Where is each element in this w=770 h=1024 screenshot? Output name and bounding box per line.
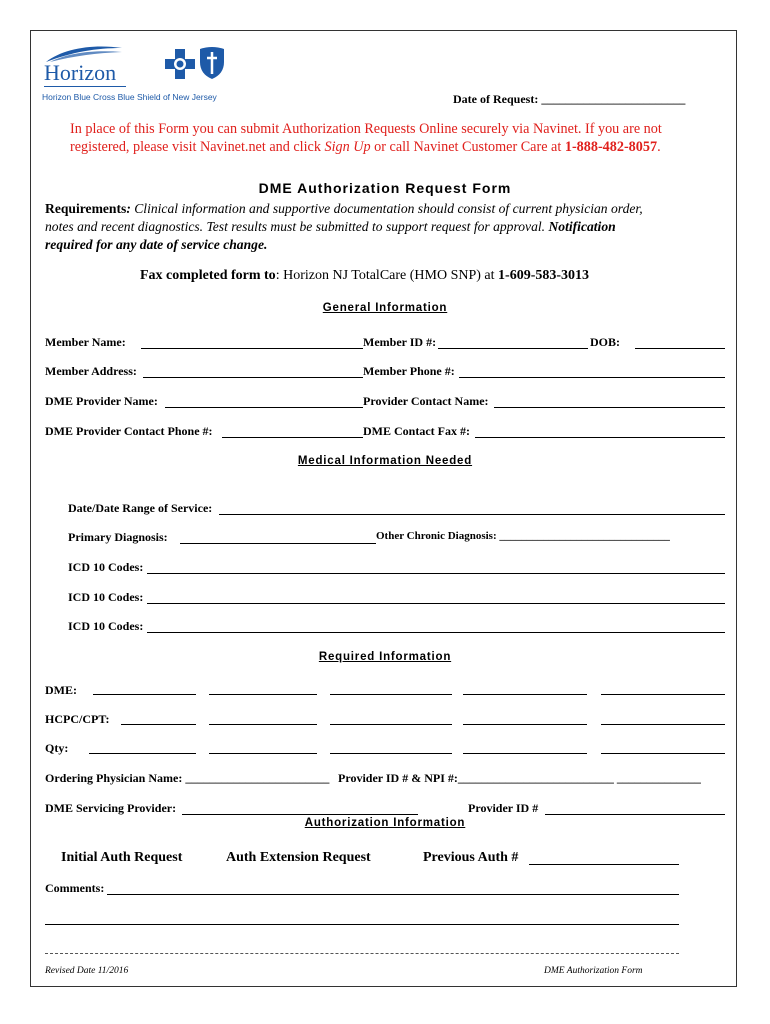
sign-up-link[interactable]: Sign Up bbox=[324, 139, 371, 155]
authorization-info-title: Authorization Information bbox=[304, 817, 466, 829]
member-address-input[interactable] bbox=[143, 377, 363, 378]
member-address-label: Member Address: bbox=[45, 364, 137, 378]
dme-provider-contact-phone-label: DME Provider Contact Phone #: bbox=[45, 424, 213, 438]
navinet-phone: 1-888-482-8057 bbox=[564, 139, 658, 155]
dme-input-3[interactable] bbox=[330, 694, 452, 695]
brand-subtitle: Horizon Blue Cross Blue Shield of New Jersey bbox=[42, 92, 217, 102]
date-range-label: Date/Date Range of Service: bbox=[68, 501, 213, 515]
icd-codes-input-1[interactable] bbox=[147, 573, 725, 574]
member-name-label: Member Name: bbox=[45, 335, 126, 349]
provider-contact-name-input[interactable] bbox=[494, 407, 725, 408]
provider-contact-name-label: Provider Contact Name: bbox=[363, 394, 489, 408]
dme-servicing-provider-label: DME Servicing Provider: bbox=[45, 801, 177, 815]
comments-input-1[interactable] bbox=[107, 894, 679, 895]
ordering-physician-field[interactable]: Ordering Physician Name: ________________________ bbox=[45, 771, 330, 785]
required-info-title: Required Information bbox=[318, 651, 452, 663]
hcpc-input-4[interactable] bbox=[463, 724, 587, 725]
dme-contact-fax-input[interactable] bbox=[475, 437, 725, 438]
dme-servicing-provider-input[interactable] bbox=[182, 814, 418, 815]
dme-label: DME: bbox=[45, 683, 77, 697]
requirements-text2: notes and recent diagnostics. Test results must be submitted to support request for approval. bbox=[45, 219, 549, 234]
qty-input-3[interactable] bbox=[330, 753, 452, 754]
hcpc-input-3[interactable] bbox=[330, 724, 452, 725]
provider-id-npi-field[interactable]: Provider ID # & NPI #:__________________________ ______________ bbox=[338, 771, 701, 785]
previous-auth-input[interactable] bbox=[529, 864, 679, 865]
fax-number: 1-609-583-3013 bbox=[498, 268, 590, 283]
dme-input-1[interactable] bbox=[93, 694, 196, 695]
member-id-label: Member ID #: bbox=[363, 335, 437, 349]
notice-text-a: registered, please visit Navinet.net and click bbox=[70, 139, 325, 155]
requirements-colon: : bbox=[126, 201, 131, 216]
dme-provider-name-input[interactable] bbox=[165, 407, 363, 408]
notification-text: Notification bbox=[548, 219, 616, 234]
icd-codes-label-2: ICD 10 Codes: bbox=[68, 590, 144, 604]
auth-extension-request-option[interactable]: Auth Extension Request bbox=[226, 850, 371, 865]
form-title: DME Authorization Request Form bbox=[258, 180, 512, 196]
dme-provider-name-label: DME Provider Name: bbox=[45, 394, 158, 408]
requirements-line2 bbox=[45, 219, 616, 235]
medical-info-heading bbox=[0, 455, 770, 467]
footer-form-name: DME Authorization Form bbox=[544, 966, 643, 976]
qty-input-2[interactable] bbox=[209, 753, 317, 754]
authorization-info-heading bbox=[0, 817, 770, 829]
notice-text-c: . bbox=[657, 139, 661, 155]
comments-label: Comments: bbox=[45, 881, 105, 895]
icd-codes-input-3[interactable] bbox=[147, 632, 725, 633]
fax-label: Fax completed form to bbox=[140, 268, 276, 283]
requirements-line1 bbox=[45, 201, 643, 217]
revised-date: Revised Date 11/2016 bbox=[45, 966, 129, 976]
hcpc-input-2[interactable] bbox=[209, 724, 317, 725]
fax-text: : Horizon NJ TotalCare (HMO SNP) at bbox=[275, 268, 499, 283]
requirements-label: Requirements bbox=[45, 201, 127, 216]
hcpc-cpt-label: HCPC/CPT: bbox=[45, 712, 110, 726]
navinet-notice-line2 bbox=[70, 139, 661, 156]
brand-divider bbox=[44, 86, 126, 87]
brand-name: Horizon bbox=[44, 60, 117, 85]
medical-info-title: Medical Information Needed bbox=[297, 455, 473, 467]
navinet-notice-line1: In place of this Form you can submit Authorization Requests Online securely via Navinet. If you are not bbox=[70, 121, 662, 137]
dme-input-4[interactable] bbox=[463, 694, 587, 695]
dob-input[interactable] bbox=[635, 348, 725, 349]
comments-input-2[interactable] bbox=[45, 924, 679, 925]
provider-id-label: Provider ID # bbox=[468, 801, 539, 815]
qty-input-1[interactable] bbox=[89, 753, 196, 754]
date-of-request-field[interactable]: Date of Request: ________________________ bbox=[453, 92, 686, 106]
member-id-input[interactable] bbox=[438, 348, 588, 349]
fax-instructions bbox=[140, 268, 589, 284]
member-phone-label: Member Phone #: bbox=[363, 364, 455, 378]
qty-input-4[interactable] bbox=[463, 753, 587, 754]
requirements-text1: Clinical information and supportive documentation should consist of current physician order, bbox=[130, 201, 643, 216]
blue-cross-icon bbox=[164, 48, 196, 80]
primary-diagnosis-label: Primary Diagnosis: bbox=[68, 530, 168, 544]
dme-input-2[interactable] bbox=[209, 694, 317, 695]
dme-input-5[interactable] bbox=[601, 694, 725, 695]
qty-input-5[interactable] bbox=[601, 753, 725, 754]
notice-text-b: or call Navinet Customer Care at bbox=[370, 139, 565, 155]
icd-codes-label-3: ICD 10 Codes: bbox=[68, 619, 144, 633]
general-info-title: General Information bbox=[322, 302, 448, 314]
icd-codes-input-2[interactable] bbox=[147, 603, 725, 604]
general-info-heading bbox=[0, 302, 770, 314]
comments-input-3[interactable] bbox=[45, 953, 679, 954]
blue-shield-icon bbox=[198, 46, 226, 80]
icd-codes-label-1: ICD 10 Codes: bbox=[68, 560, 144, 574]
dob-label: DOB: bbox=[590, 335, 620, 349]
member-name-input[interactable] bbox=[141, 348, 363, 349]
member-phone-input[interactable] bbox=[459, 377, 725, 378]
dme-contact-fax-label: DME Contact Fax #: bbox=[363, 424, 470, 438]
provider-id-input[interactable] bbox=[545, 814, 725, 815]
requirements-line3: required for any date of service change. bbox=[45, 237, 268, 252]
hcpc-input-1[interactable] bbox=[121, 724, 196, 725]
primary-diagnosis-input[interactable] bbox=[180, 543, 376, 544]
date-range-input[interactable] bbox=[219, 514, 725, 515]
hcpc-input-5[interactable] bbox=[601, 724, 725, 725]
previous-auth-label: Previous Auth # bbox=[423, 850, 519, 865]
dme-provider-contact-phone-input[interactable] bbox=[222, 437, 363, 438]
required-info-heading bbox=[0, 651, 770, 663]
initial-auth-request-option[interactable]: Initial Auth Request bbox=[61, 850, 183, 865]
qty-label: Qty: bbox=[45, 741, 69, 755]
other-chronic-diagnosis-field[interactable]: Other Chronic Diagnosis: _______________________________ bbox=[376, 530, 670, 542]
